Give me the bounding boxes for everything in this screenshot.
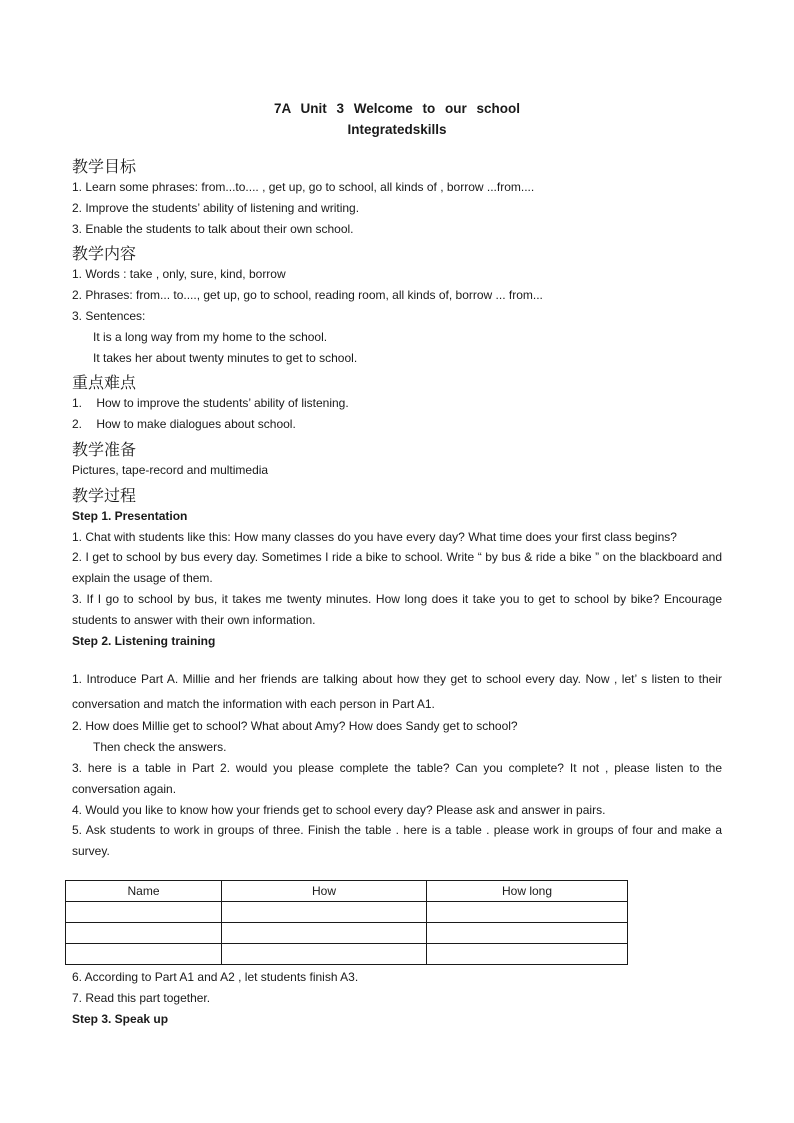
content-item: 1. Words : take , only, sure, kind, borrow: [72, 267, 286, 282]
table-cell: [66, 943, 222, 964]
content-item: 2. Phrases: from... to...., get up, go to school, reading room, all kinds of, borrow ... from...: [72, 288, 543, 303]
keypoints-heading: 重点难点: [72, 373, 137, 393]
goals-heading: 教学目标: [72, 157, 137, 176]
col-name-header: Name: [66, 880, 222, 901]
process-heading: 教学过程: [72, 485, 137, 505]
document-title: [72, 98, 722, 140]
keypoint-number: 2.: [72, 417, 83, 432]
step2-item: 4. Would you like to know how your friends get to school every day? Please ask and answer in pairs.: [72, 802, 606, 817]
step1-title: Step 1. Presentation: [72, 508, 188, 523]
title-unit: 7A Unit 3 Welcome to our school: [273, 101, 521, 116]
table-cell: [222, 901, 427, 922]
table-cell: [427, 922, 628, 943]
step1-item: 3. If I go to school by bus, it takes me twenty minutes. How long does it take you to get to school by bike? Encourage students to answer with their own information.: [72, 591, 722, 627]
content-heading: 教学内容: [72, 244, 137, 264]
table-row: [66, 922, 628, 943]
survey-table: [65, 880, 628, 965]
step2-item: 2. How does Millie get to school? What about Amy? How does Sandy get to school?: [72, 719, 518, 734]
step2-item: 5. Ask students to work in groups of three. Finish the table . here is a table . please work in groups of four and make a survey.: [72, 823, 722, 859]
goal-item: 1. Learn some phrases: from...to.... , get up, go to school, all kinds of , borrow ...from....: [72, 180, 535, 194]
step3-title: Step 3. Speak up: [72, 1011, 169, 1026]
goal-item: 3. Enable the students to talk about their own school.: [72, 221, 354, 236]
keypoint-text: How to improve the students’ ability of listening.: [96, 396, 349, 411]
table-cell: [427, 901, 628, 922]
table-row: [66, 943, 628, 964]
step2-check: Then check the answers.: [93, 740, 227, 755]
step2-item: 7. Read this part together.: [72, 990, 211, 1005]
table-cell: [427, 943, 628, 964]
col-howlong-header: How long: [427, 880, 628, 901]
step1-item: 1. Chat with students like this: How many classes do you have every day? What time does your first class begins?: [72, 529, 677, 544]
step2-item: 3. here is a table in Part 2. would you please complete the table? Can you complete? It not , please listen to the conversation again.: [72, 760, 722, 796]
table-cell: [66, 901, 222, 922]
table-cell: [66, 922, 222, 943]
col-how-header: How: [222, 880, 427, 901]
step2-title: Step 2. Listening training: [72, 633, 216, 648]
lesson-plan-page: [72, 98, 722, 1029]
table-cell: [222, 922, 427, 943]
keypoint-item: [72, 393, 722, 414]
keypoint-number: 1.: [72, 396, 83, 411]
step2-item: 6. According to Part A1 and A2 , let students finish A3.: [72, 969, 359, 984]
prep-text: Pictures, tape-record and multimedia: [72, 462, 269, 477]
table-header-row: [66, 880, 628, 901]
goal-item: 2. Improve the students’ ability of listening and writing.: [72, 200, 360, 215]
title-subtitle: Integratedskills: [347, 122, 447, 137]
keypoint-item: [72, 414, 722, 435]
content-item: 3. Sentences:: [72, 308, 146, 323]
content-sentence: It takes her about twenty minutes to get to school.: [93, 350, 358, 365]
step2-item: 1. Introduce Part A. Millie and her friends are talking about how they get to school every day. Now , let’ s listen to their conversation and match the information with each person in Part A1.: [72, 672, 722, 711]
content-sentence: It is a long way from my home to the school.: [93, 329, 328, 344]
prep-heading: 教学准备: [72, 439, 137, 459]
table-row: [66, 901, 628, 922]
step1-item: 2. I get to school by bus every day. Sometimes I ride a bike to school. Write “ by bus & ride a bike ” on the blackboard and explain the usage of them.: [72, 550, 722, 586]
keypoint-text: How to make dialogues about school.: [96, 417, 296, 432]
table-cell: [222, 943, 427, 964]
